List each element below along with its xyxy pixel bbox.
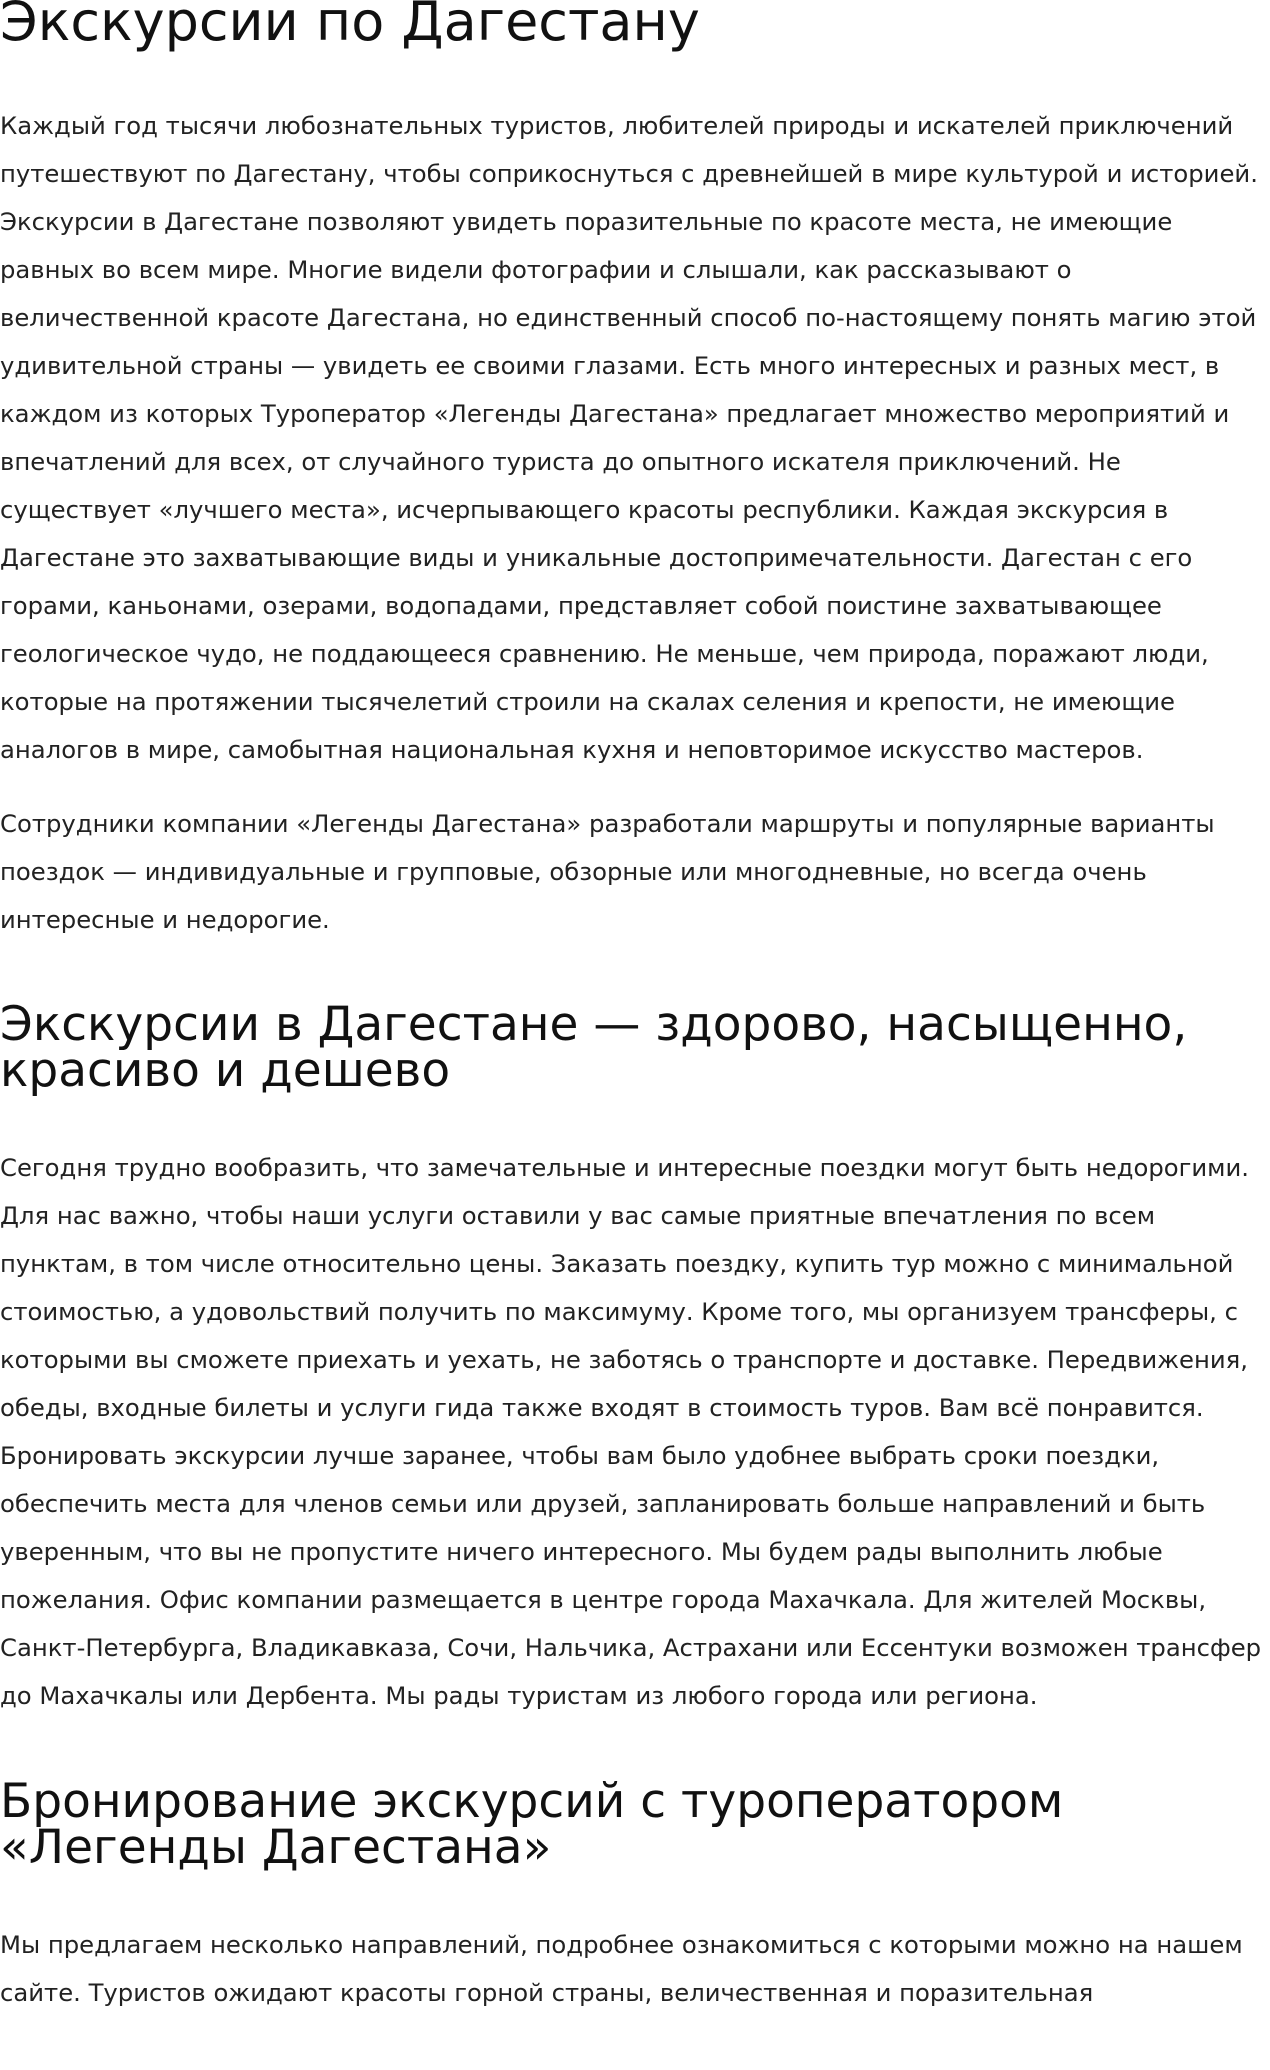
section-paragraph-booking: Мы предлагаем несколько направлений, подробнее ознакомиться с которыми можно на нашем сайте. Туристов ожидают красоты горной страны, величественная и поразительная [0,1930,1243,2007]
section-paragraph-prices: Сегодня трудно вообразить, что замечательные и интересные поездки могут быть недорогими. Для нас важно, чтобы наши услуги оставили у вас самые приятные впечатления по всем пунктам, в том числе относительно цены. Заказать поездку, купить тур можно с минимальной стоимостью, а удовольствий получить по максимуму. Кроме того, мы организуем трансферы, с которыми вы сможете приехать и уехать, не заботясь о транспорте и доставке. Передвижения, обеды, входные билеты и услуги гида также входят в стоимость туров. Вам всё понравится. Бронировать экскурсии лучше заранее, чтобы вам было удобнее выбрать сроки поездки, обеспечить места для членов семьи или друзей, запланировать больше направлений и быть уверенным, что вы не пропустите ничего интересного. Мы будем рады выполнить любые пожелания. Офис компании размещается в центре города Махачкала. Для жителей Москвы, Санкт-Петербурга, Владикавказа, Сочи, Нальчика, Астрахани или Ессентуки возможен трансфер до Махачкалы или Дербента. Мы рады туристам из любого города или региона. [0,1153,1262,1710]
intro-paragraph: Сотрудники компании «Легенды Дагестана» разработали маршруты и популярные варианты поездок — индивидуальные и групповые, обзорные или многодневные, но всегда очень интересные и недорогие. [0,809,1215,934]
intro-paragraph: Каждый год тысячи любознательных туристов, любителей природы и искателей приключений путешествуют по Дагестану, чтобы соприкоснуться с древнейшей в мире культурой и историей. Экскурсии в Дагестане позволяют увидеть поразительные по красоте места, не имеющие равных во всем мире. Многие видели фотографии и слышали, как рассказывают о величественной красоте Дагестана, но единственный способ по-настоящему понять магию этой удивительной страны — увидеть ее своими глазами. Есть много интересных и разных мест, в каждом из которых Туроператор «Легенды Дагестана» предлагает множество мероприятий и впечатлений для всех, от случайного туриста до опытного искателя приключений. Не существует «лучшего места», исчерпывающего красоты республики. Каждая экскурсия в Дагестане это захватывающие виды и уникальные достопримечательности. Дагестан с его горами, каньонами, озерами, водопадами, представляет собой поистине захватывающее геологическое чудо, не поддающееся сравнению. Не меньше, чем природа, поражают люди, которые на протяжении тысячелетий строили на скалах селения и крепости, не имеющие аналогов в мире, самобытная национальная кухня и неповторимое искусство мастеров. [0,111,1258,764]
section-heading-booking: Бронирование экскурсий с туроператором «Легенды Дагестана» [0,1774,1064,1875]
page-title: Экскурсии по Дагестану [0,0,700,53]
section-heading-prices: Экскурсии в Дагестане — здорово, насыщенно, красиво и дешево [0,997,1188,1098]
